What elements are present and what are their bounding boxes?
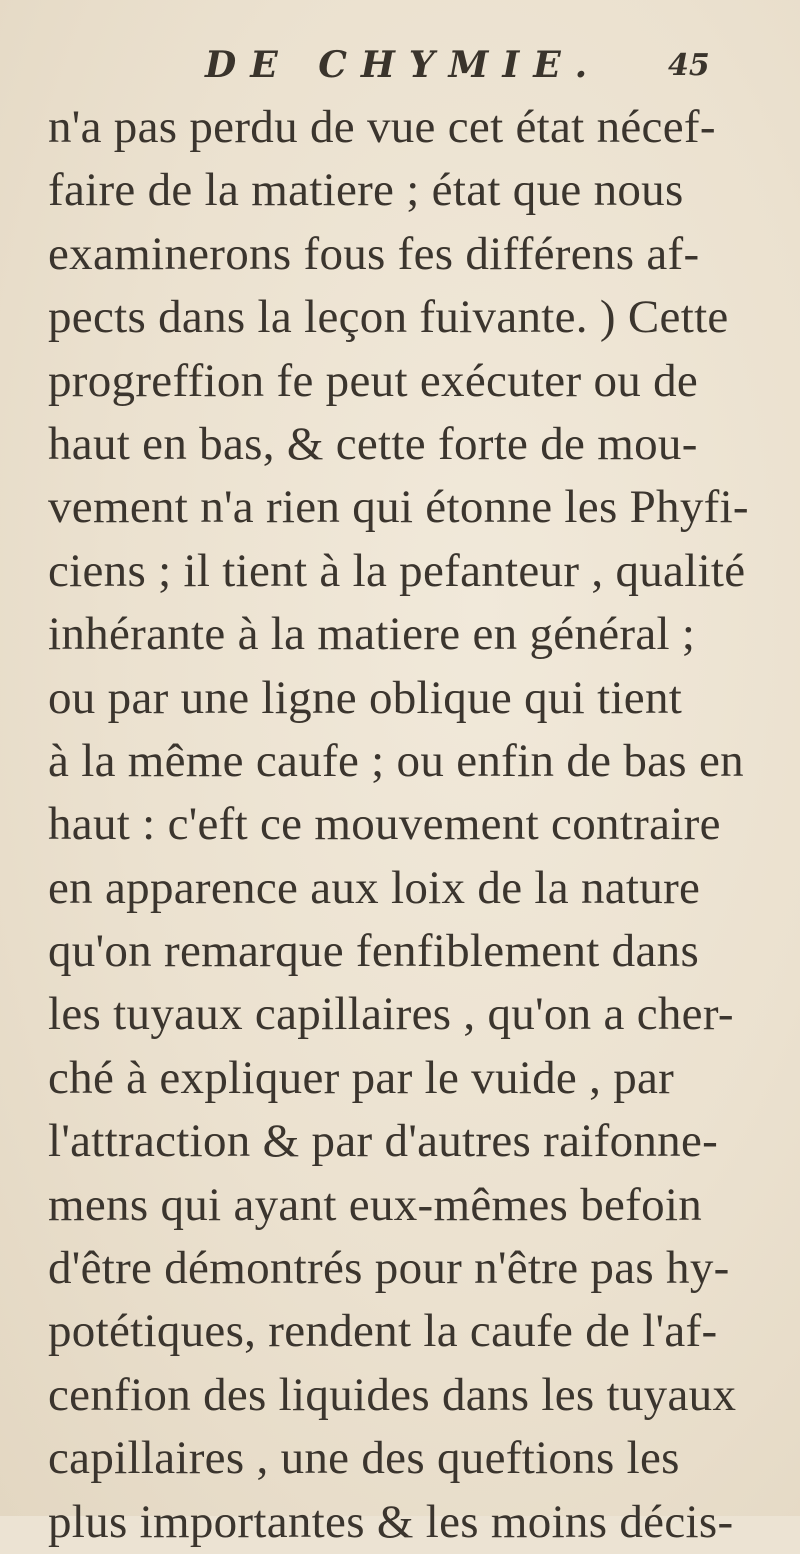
text-line: examinerons fous fes différens af- [48,227,700,280]
text-line: mens qui ayant eux-mêmes befoin [48,1178,703,1231]
text-line: n'a pas perdu de vue cet état nécef- [48,101,716,153]
text-line: ou par une ligne oblique qui tient [48,671,683,724]
text-line: cenfion des liquides dans les tuyaux [48,1368,737,1421]
text-line: en apparence aux loix de la nature [48,861,701,914]
body-text [48,96,788,1554]
text-line: plus importantes & les moins décis- [48,1495,734,1548]
text-line: potétiques, rendent la caufe de l'af- [48,1305,718,1358]
text-line: ciens ; il tient à la pefanteur , qualité [48,544,746,597]
text-line: l'attraction & par d'autres raifonne- [48,1115,719,1168]
text-line: haut : c'eft ce mouvement contraire [48,798,721,851]
text-line: haut en bas, & cette forte de mou- [48,417,698,470]
text-line: pects dans la leçon fuivante. ) Cette [48,291,729,344]
text-line: vement n'a rien qui étonne les Phyfi- [48,481,749,534]
text-line: les tuyaux capillaires , qu'on a cher- [48,988,734,1041]
text-line: inhérante à la matiere en général ; [48,608,696,661]
text-line: ché à expliquer par le vuide , par [48,1051,675,1104]
page-header [0,44,800,104]
text-line: qu'on remarque fenfiblement dans [48,925,700,978]
text-line: à la même caufe ; ou enfin de bas en [48,734,744,787]
text-line: progreffion fe peut exécuter ou de [48,354,699,407]
text-line: d'être démontrés pour n'être pas hy- [48,1242,730,1295]
page-number: 45 [668,48,710,83]
text-line: faire de la matiere ; état que nous [48,164,684,217]
text-line: capillaires , une des queftions les [48,1432,680,1485]
running-title: DE CHYMIE. [205,44,602,86]
